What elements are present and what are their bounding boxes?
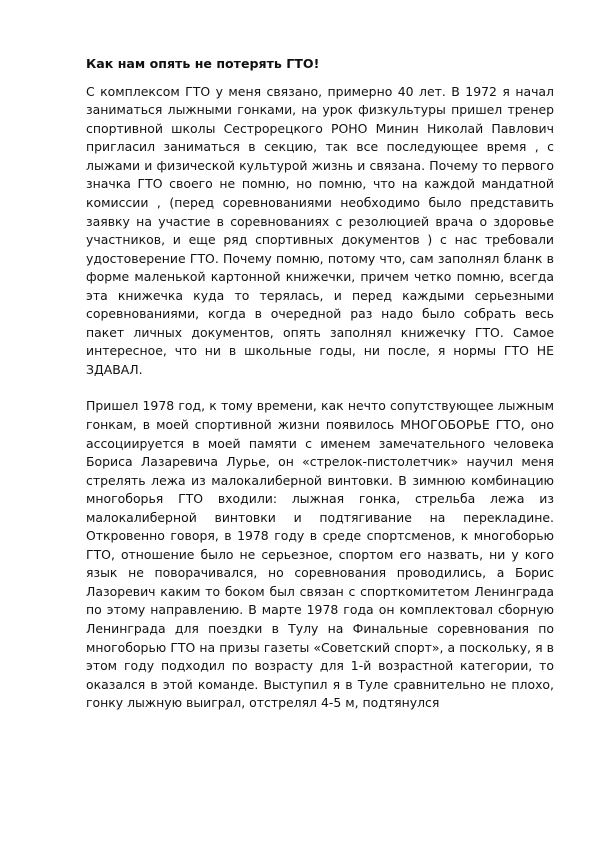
document-title: Как нам опять не потерять ГТО! (86, 56, 320, 71)
document-page (86, 55, 554, 713)
paragraph-1: С комплексом ГТО у меня связано, примерно 40 лет. В 1972 я начал заниматься лыжными гонками, на урок физкультуры пришел тренер спортивной школы Сестрорецкого РОНО Минин Николай Павлович пригласил заниматься в секцию, так все последующее время , с лыжами и физической культурой жизнь и связана. Почему то первого значка ГТО своего не помню, но помню, что на каждой мандатной комиссии , (перед соревнованиями необходимо было представить заявку на участие в соревнованиях с резолюцией врача о здоровье участников, и еще ряд спортивных документов ) с нас требовали удостоверение ГТО. Почему помню, потому что, сам заполнял бланк в форме маленькой картонной книжечки, причем четко помню, всегда эта книжечка куда то терялась, и перед каждыми серьезными соревнованиями, когда в очередной раз надо было собрать весь пакет личных документов, опять заполнял книжечку ГТО. Самое интересное, что ни в школьные годы, ни после, я нормы ГТО НЕ ЗДАВАЛ. (86, 83, 554, 377)
paragraph-2: Пришел 1978 год, к тому времени, как нечто сопутствующее лыжным гонкам, в моей спортивной жизни появилось МНОГОБОРЬЕ ГТО, оно ассоциируется в моей памяти с именем замечательного человека Бориса Лазаревича Лурье, он «стрелок-пистолетчик» научил меня стрелять лежа из малокалиберной винтовки. В зимнюю комбинацию многоборья ГТО входили: лыжная гонка, стрельба лежа из малокалиберной винтовки и подтягивание на перекладине. Откровенно говоря, в 1978 году в среде спортсменов, к многоборью ГТО, отношение было не серьезное, спортом его назвать, ни у кого язык не поворачивался, но соревнования проводились, а Борис Лазоревич каким то боком был связан с спорткомитетом Ленинграда по этому направлению. В марте 1978 года он комплектовал сборную Ленинграда для поездки в Тулу на Финальные соревнования по многоборью ГТО на призы газеты «Советский спорт», а поскольку, я в этом году подходил по возрасту для 1-й возрастной категории, то оказался в этой команде. Выступил я в Туле сравнительно не плохо, гонку лыжную выиграл, отстрелял 4-5 м, подтянулся (86, 398, 554, 711)
